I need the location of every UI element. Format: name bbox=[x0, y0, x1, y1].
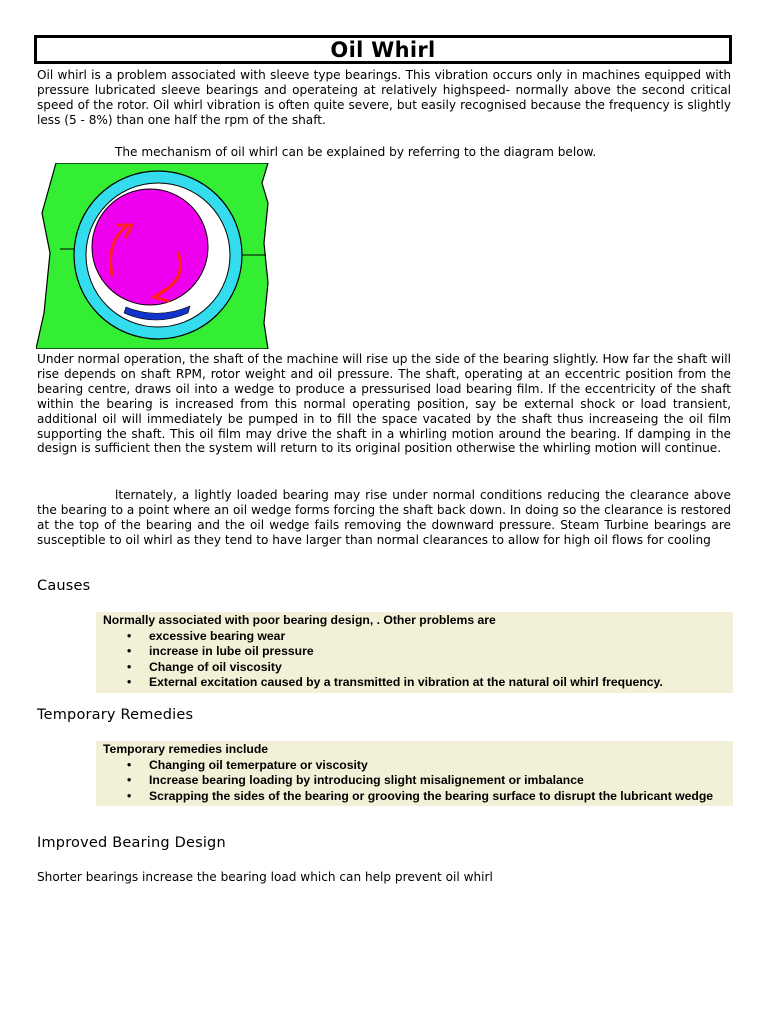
causes-intro: Normally associated with poor bearing design, . Other problems are bbox=[103, 613, 496, 627]
remedies-intro: Temporary remedies include bbox=[103, 742, 269, 756]
list-item: • increase in lube oil pressure bbox=[127, 644, 314, 659]
mechanism-paragraph: The mechanism of oil whirl can be explained by referring to the diagram below. bbox=[115, 145, 597, 159]
causes-box bbox=[96, 612, 733, 693]
intro-paragraph: Oil whirl is a problem associated with sleeve type bearings. This vibration occurs only in machines equipped with pressure lubricated sleeve bearings and operateing at relatively highspeed- normally above the second critical speed of the rotor. Oil whirl vibration is often quite severe, but easily recognised because the frequency is slightly less (5 - 8%) than one half the rpm of the shaft. bbox=[37, 68, 731, 127]
title-box bbox=[34, 35, 732, 64]
bullet-icon: • bbox=[127, 659, 132, 674]
list-item: • Change of oil viscosity bbox=[127, 659, 282, 674]
alternate-paragraph: lternately, a lightly loaded bearing may rise under normal conditions reducing the clearance above the bearing to a point where an oil wedge forms forcing the shaft back down. In doing so the clearance is restored at the top of the bearing and the oil wedge fails removing the downward pressure. Steam Turbine bearings are susceptible to oil whirl as they tend to have larger than normal clearances to allow for high oil flows for cooling bbox=[37, 488, 731, 547]
remedies-list bbox=[103, 758, 733, 805]
list-item: • Changing oil temerpature or viscosity bbox=[127, 757, 368, 772]
bullet-icon: • bbox=[127, 628, 132, 643]
bullet-icon: • bbox=[127, 773, 132, 788]
shaft bbox=[92, 189, 208, 305]
page-title: Oil Whirl bbox=[330, 37, 436, 62]
operation-paragraph: Under normal operation, the shaft of the machine will rise up the side of the bearing slightly. How far the shaft will rise depends on shaft RPM, rotor weight and oil pressure. The shaft, operating at an eccentric position from the bearing centre, draws oil into a wedge to produce a pressurised load bearing film. If the eccentricity of the shaft within the bearing is increased from this normal operating position, say be external shock or load transient, additional oil will immediately be pumped in to fill the space vacated by the shaft thus increaseing the oil film supporting the shaft. This oil film may drive the shaft in a whirling motion around the bearing. If damping in the design is sufficient then the system will return to its original position otherwise the whirling motion will continue. bbox=[37, 352, 731, 456]
list-item: • Increase bearing loading by introducing slight misalignement or imbalance bbox=[127, 773, 584, 788]
causes-list bbox=[103, 629, 733, 691]
bullet-icon: • bbox=[127, 675, 132, 690]
oil-whirl-diagram bbox=[36, 163, 272, 349]
list-item: • External excitation caused by a transmitted in vibration at the natural oil whirl frequency. bbox=[127, 675, 663, 690]
bullet-icon: • bbox=[127, 757, 132, 772]
bullet-icon: • bbox=[127, 644, 132, 659]
list-item: • Scrapping the sides of the bearing or grooving the bearing surface to disrupt the lubricant wedge bbox=[127, 788, 714, 803]
list-item: • excessive bearing wear bbox=[127, 628, 286, 643]
remedies-box bbox=[96, 741, 733, 806]
remedies-heading: Temporary Remedies bbox=[37, 707, 194, 723]
design-heading: Improved Bearing Design bbox=[37, 835, 226, 851]
causes-heading: Causes bbox=[37, 578, 91, 594]
design-paragraph: Shorter bearings increase the bearing load which can help prevent oil whirl bbox=[37, 870, 493, 884]
bullet-icon: • bbox=[127, 788, 132, 803]
